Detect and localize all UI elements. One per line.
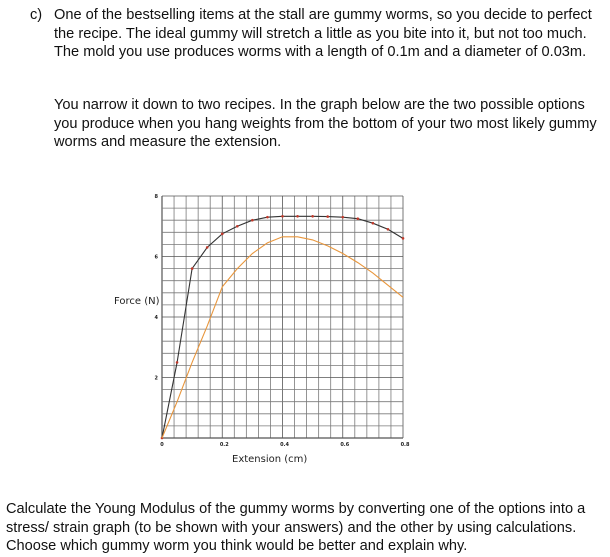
- question-label: c): [30, 7, 43, 23]
- data-point: [357, 217, 360, 220]
- data-point: [341, 216, 344, 219]
- y-tick-label: 8: [154, 194, 158, 200]
- y-tick-label: 2: [154, 375, 158, 382]
- data-point: [372, 222, 375, 225]
- data-point: [326, 215, 329, 218]
- data-point: [311, 215, 314, 218]
- x-tick-label: 0.2: [219, 442, 229, 448]
- question-intro: One of the bestselling items at the stall are gummy worms, so you decide to perfect the recipe. The ideal gummy will stretch a little as you bite into it, but not too much. The mold you use produces worms with a length of 0.1m and a diameter of 0.03m.: [54, 7, 592, 60]
- y-axis-label: Force (N): [114, 296, 160, 307]
- data-point: [296, 215, 299, 218]
- x-tick-label: 0: [160, 442, 164, 448]
- x-tick-label: 0.4: [280, 442, 289, 448]
- y-tick-label: 6: [154, 254, 158, 261]
- data-point: [387, 228, 390, 231]
- data-point: [176, 361, 179, 364]
- data-point: [221, 233, 224, 236]
- chart-grid: [162, 196, 403, 438]
- question-task: Calculate the Young Modulus of the gummy worms by converting one of the options into a stress/ strain graph (to be shown with your answers) and the other by using calculations. Choose which gummy worm you think would be better and explain why.: [6, 501, 586, 554]
- data-point: [402, 237, 405, 240]
- data-point: [191, 267, 194, 270]
- x-tick-label: 0.6: [340, 442, 350, 448]
- x-axis-label: Extension (cm): [232, 454, 308, 465]
- data-point: [206, 246, 209, 249]
- data-point: [281, 215, 284, 218]
- data-point: [236, 225, 239, 228]
- x-tick-label: 0.8: [400, 442, 410, 448]
- question-setup: You narrow it down to two recipes. In the graph below are the two possible options you produce when you hang weights from the bottom of your two most likely gummy worms and measure the extension.: [54, 97, 597, 150]
- data-point: [251, 219, 254, 222]
- data-point: [266, 216, 269, 219]
- y-tick-label: 4: [154, 315, 158, 321]
